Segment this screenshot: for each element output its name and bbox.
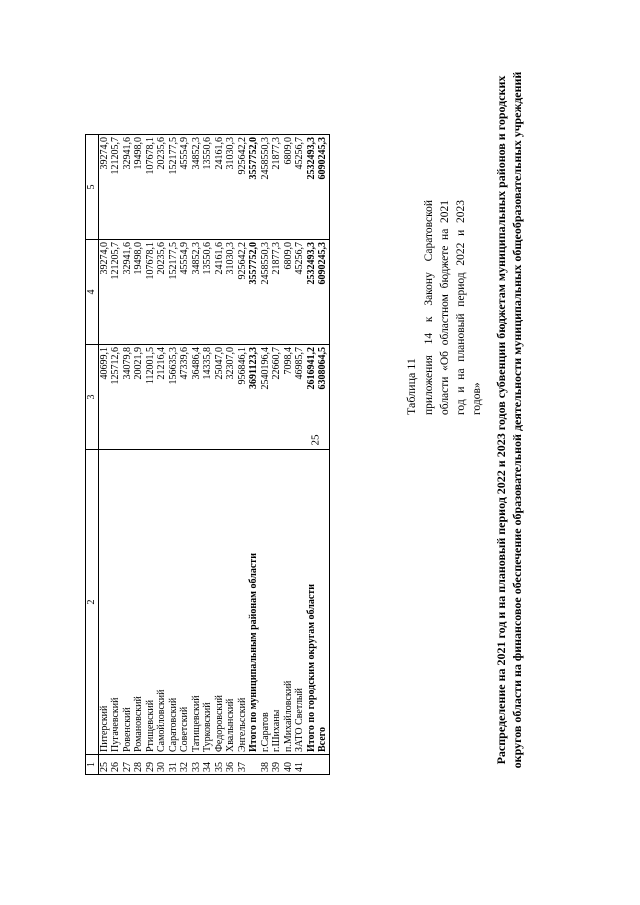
row-name: Итого по городским округам области — [306, 450, 318, 755]
col-header-2: 2 — [86, 450, 99, 755]
caption-text: приложения 14 к Закону Саратовской области «Об областном бюджете на 2021 год и на плановый период 2022 и 2023 годов» — [423, 200, 483, 415]
row-name: Пугачевский — [110, 450, 122, 755]
row-name: п.Михайловский — [283, 450, 295, 755]
value-col5: 152177,5 — [168, 135, 180, 240]
row-name: Татищевский — [191, 450, 203, 755]
table-row — [98, 135, 110, 775]
table-row — [145, 135, 157, 775]
value-col5: 6090245,3 — [317, 135, 329, 240]
value-col4: 21877,3 — [271, 240, 283, 345]
table-caption — [403, 200, 485, 415]
value-col4: 13550,6 — [202, 240, 214, 345]
row-number: 37 — [237, 755, 249, 775]
value-col3: 40699,1 — [98, 345, 110, 450]
value-col5: 31030,3 — [225, 135, 237, 240]
row-number: 25 — [98, 755, 110, 775]
value-col5: 13550,6 — [202, 135, 214, 240]
row-number — [317, 755, 329, 775]
value-col3: 3691123,3 — [248, 345, 260, 450]
value-col4: 45554,9 — [179, 240, 191, 345]
row-number: 27 — [122, 755, 134, 775]
value-col5: 21877,3 — [271, 135, 283, 240]
value-col4: 925642,2 — [237, 240, 249, 345]
table-row — [317, 135, 329, 775]
document-heading: Распределение на 2021 год и на плановый период 2022 и 2023 годов субвенции бюджетам муниципальных районов и городских округов области на финансовое обеспечение образовательной деятельности муниципальных общеобразовательных учреждений — [494, 71, 524, 769]
value-col3: 25047,0 — [214, 345, 226, 450]
table-row — [133, 135, 145, 775]
row-name: Романовский — [133, 450, 145, 755]
row-name: Саратовский — [168, 450, 180, 755]
row-number: 29 — [145, 755, 157, 775]
value-col5: 2458550,3 — [260, 135, 272, 240]
value-col4: 39274,0 — [98, 240, 110, 345]
value-col5: 20235,6 — [156, 135, 168, 240]
row-name: Федоровский — [214, 450, 226, 755]
value-col5: 121205,7 — [110, 135, 122, 240]
value-col4: 20235,6 — [156, 240, 168, 345]
value-col3: 46985,7 — [294, 345, 306, 450]
value-col4: 6090245,3 — [317, 240, 329, 345]
value-col3: 7098,4 — [283, 345, 295, 450]
row-number: 28 — [133, 755, 145, 775]
table-row — [225, 135, 237, 775]
value-col4: 34852,3 — [191, 240, 203, 345]
row-number — [306, 755, 318, 775]
table-row — [271, 135, 283, 775]
value-col4: 2458550,3 — [260, 240, 272, 345]
table-row — [202, 135, 214, 775]
value-col3: 14335,8 — [202, 345, 214, 450]
value-col3: 156635,3 — [168, 345, 180, 450]
value-col4: 6809,0 — [283, 240, 295, 345]
value-col4: 152177,5 — [168, 240, 180, 345]
table-row — [306, 135, 318, 775]
row-name: Самойловский — [156, 450, 168, 755]
value-col5: 45554,9 — [179, 135, 191, 240]
row-number: 40 — [283, 755, 295, 775]
value-col3: 32307,0 — [225, 345, 237, 450]
row-name: Итого по муниципальным районам области — [248, 450, 260, 755]
value-col5: 19498,0 — [133, 135, 145, 240]
row-name: Всего — [317, 450, 329, 755]
value-col5: 107678,1 — [145, 135, 157, 240]
row-number: 34 — [202, 755, 214, 775]
value-col3: 36486,4 — [191, 345, 203, 450]
table-row — [156, 135, 168, 775]
row-name: Энгельсский — [237, 450, 249, 755]
value-col4: 24161,6 — [214, 240, 226, 345]
table-row — [122, 135, 134, 775]
value-col3: 47339,6 — [179, 345, 191, 450]
value-col4: 31030,3 — [225, 240, 237, 345]
row-name: Ртищевский — [145, 450, 157, 755]
table-row — [191, 135, 203, 775]
row-number: 33 — [191, 755, 203, 775]
value-col3: 20021,9 — [133, 345, 145, 450]
value-col4: 45256,7 — [294, 240, 306, 345]
row-name: Питерский — [98, 450, 110, 755]
row-number: 39 — [271, 755, 283, 775]
value-col4: 19498,0 — [133, 240, 145, 345]
value-col3: 112001,5 — [145, 345, 157, 450]
row-name: Хвалынский — [225, 450, 237, 755]
row-number: 41 — [294, 755, 306, 775]
caption-title: Таблица 11 — [404, 358, 418, 415]
table-row — [110, 135, 122, 775]
col-header-1: 1 — [86, 755, 99, 775]
page-number: 25 — [309, 434, 322, 446]
row-number: 36 — [225, 755, 237, 775]
value-col3: 956846,1 — [237, 345, 249, 450]
value-col4: 2532493,3 — [306, 240, 318, 345]
col-header-5: 5 — [86, 135, 99, 240]
row-name: ЗАТО Светлый — [294, 450, 306, 755]
row-number — [248, 755, 260, 775]
value-col4: 121205,7 — [110, 240, 122, 345]
table-row — [168, 135, 180, 775]
value-col5: 6809,0 — [283, 135, 295, 240]
value-col5: 45256,7 — [294, 135, 306, 240]
table-row — [214, 135, 226, 775]
row-number: 31 — [168, 755, 180, 775]
value-col4: 107678,1 — [145, 240, 157, 345]
rotated-page-content — [85, 71, 640, 775]
value-col3: 22660,7 — [271, 345, 283, 450]
value-col5: 34852,3 — [191, 135, 203, 240]
table-row — [294, 135, 306, 775]
table-row — [179, 135, 191, 775]
col-header-3: 3 — [86, 345, 99, 450]
row-name: г.Шиханы — [271, 450, 283, 755]
row-number: 26 — [110, 755, 122, 775]
table-row — [237, 135, 249, 775]
row-number: 32 — [179, 755, 191, 775]
col-header-4: 4 — [86, 240, 99, 345]
value-col5: 24161,6 — [214, 135, 226, 240]
value-col5: 39274,0 — [98, 135, 110, 240]
value-col5: 32941,6 — [122, 135, 134, 240]
subsidy-table — [85, 134, 330, 775]
value-col4: 32941,6 — [122, 240, 134, 345]
value-col3: 6308064,5 — [317, 345, 329, 450]
row-number: 35 — [214, 755, 226, 775]
table-row — [260, 135, 272, 775]
row-name: Турковский — [202, 450, 214, 755]
value-col3: 125712,6 — [110, 345, 122, 450]
value-col4: 3557752,0 — [248, 240, 260, 345]
table-row — [283, 135, 295, 775]
value-col3: 2540196,4 — [260, 345, 272, 450]
row-number: 38 — [260, 755, 272, 775]
row-name: г.Саратов — [260, 450, 272, 755]
table-row — [248, 135, 260, 775]
value-col5: 2532493,3 — [306, 135, 318, 240]
table-header-row — [86, 135, 99, 775]
value-col3: 2616941,2 — [306, 345, 318, 450]
value-col3: 21216,4 — [156, 345, 168, 450]
value-col3: 34079,8 — [122, 345, 134, 450]
value-col5: 925642,2 — [237, 135, 249, 240]
value-col5: 3557752,0 — [248, 135, 260, 240]
row-name: Ровенский — [122, 450, 134, 755]
row-number: 30 — [156, 755, 168, 775]
row-name: Советский — [179, 450, 191, 755]
